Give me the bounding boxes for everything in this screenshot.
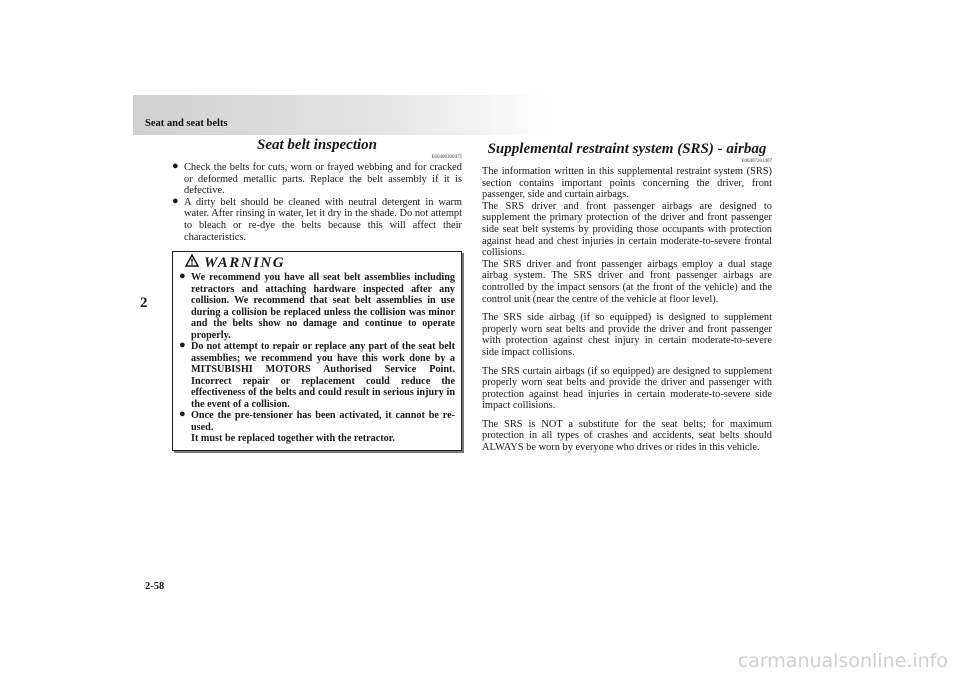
warning-item xyxy=(179,410,455,445)
warning-item xyxy=(179,341,455,410)
bullet-icon: ● xyxy=(172,160,179,172)
paragraph: The SRS curtain airbags (if so equipped) are designed to supplement properly worn seat belts and provide the driver and passenger with protection against head injuries in certain moderate-to-severe side impact collisions. xyxy=(482,365,772,412)
warning-item-text: Do not attempt to repair or replace any part of the seat belt assemblies; we recommend you have this work done by a MITSUBISHI MOTORS Authorised Service Point. Incorrect repair or replacement could reduce the effectiveness of the belts and could result in serious injury in the event of a collision. xyxy=(191,341,455,410)
warning-title: WARNING xyxy=(204,254,286,271)
bullet-icon: ● xyxy=(179,270,186,283)
paragraph: The SRS driver and front passenger airbags employ a dual stage airbag system. The SRS driver and front passenger airbags are controlled by the impact sensors (at the front of the vehicle) and the control unit (near the centre of the vehicle at floor level). xyxy=(482,258,772,305)
list-item xyxy=(172,194,462,243)
bullet-icon: ● xyxy=(179,339,186,352)
watermark: carmanualsonline.info xyxy=(737,650,948,672)
section-code: E00407201407 xyxy=(741,159,772,164)
paragraph: The SRS is NOT a substitute for the seat belts; for maximum protection in all types of crashes and accidents, seat belts should ALWAYS be worn by everyone who drives or rides in this vehicle. xyxy=(482,418,772,454)
chapter-number: 2 xyxy=(140,295,148,311)
page-number: 2-58 xyxy=(145,581,165,592)
bullet-icon: ● xyxy=(179,408,186,421)
warning-header xyxy=(185,254,455,272)
header-band xyxy=(133,95,549,135)
bullet-icon: ● xyxy=(172,194,179,207)
warning-item-text: Once the pre-tensioner has been activated, it cannot be re-used. xyxy=(191,410,455,433)
warning-item xyxy=(179,272,455,341)
list-item xyxy=(172,162,462,197)
section-title-seat-belt-inspection: Seat belt inspection xyxy=(257,137,377,153)
warning-box xyxy=(172,251,462,451)
list-item-text: A dirty belt should be cleaned with neutral detergent in warm water. After rinsing in water, let it dry in the shade. Do not attempt to bleach or re-dye the belts because this will affect their characteristics. xyxy=(184,196,462,243)
right-column xyxy=(482,140,772,454)
warning-item-text: We recommend you have all seat belt assemblies including retractors and attaching hardware inspected after any collision. We recommend that seat belt assemblies in use during a collision be replaced unless the collision was minor and the belts show no damage and continue to operate properly. xyxy=(191,272,455,341)
section-title-srs-airbag: Supplemental restraint system (SRS) - airbag xyxy=(487,141,767,157)
running-header-title: Seat and seat belts xyxy=(145,118,228,129)
warning-item-text: It must be replaced together with the retractor. xyxy=(191,433,395,445)
paragraph: The SRS side airbag (if so equipped) is designed to supplement properly worn seat belts and provide the driver and front passenger with protection against chest injury in certain moderate-to-severe side impact collisions. xyxy=(482,312,772,358)
list-item-text: Check the belts for cuts, worn or frayed webbing and for cracked or deformed metallic parts. Replace the belt assembly if it is defective. xyxy=(184,162,462,197)
paragraph: The information written in this supplemental restraint system (SRS) section contains important points concerning the driver, front passenger, side and curtain airbags. xyxy=(482,166,772,201)
paragraph: The SRS driver and front passenger airbags are designed to supplement the primary protection of the driver and front passenger side seat belt systems by providing those occupants with protection against head and chest injuries in certain moderate-to-severe frontal collisions. xyxy=(482,200,772,259)
warning-triangle-icon xyxy=(185,254,199,272)
section-code: E00406300475 xyxy=(431,155,462,160)
left-column xyxy=(172,136,462,451)
